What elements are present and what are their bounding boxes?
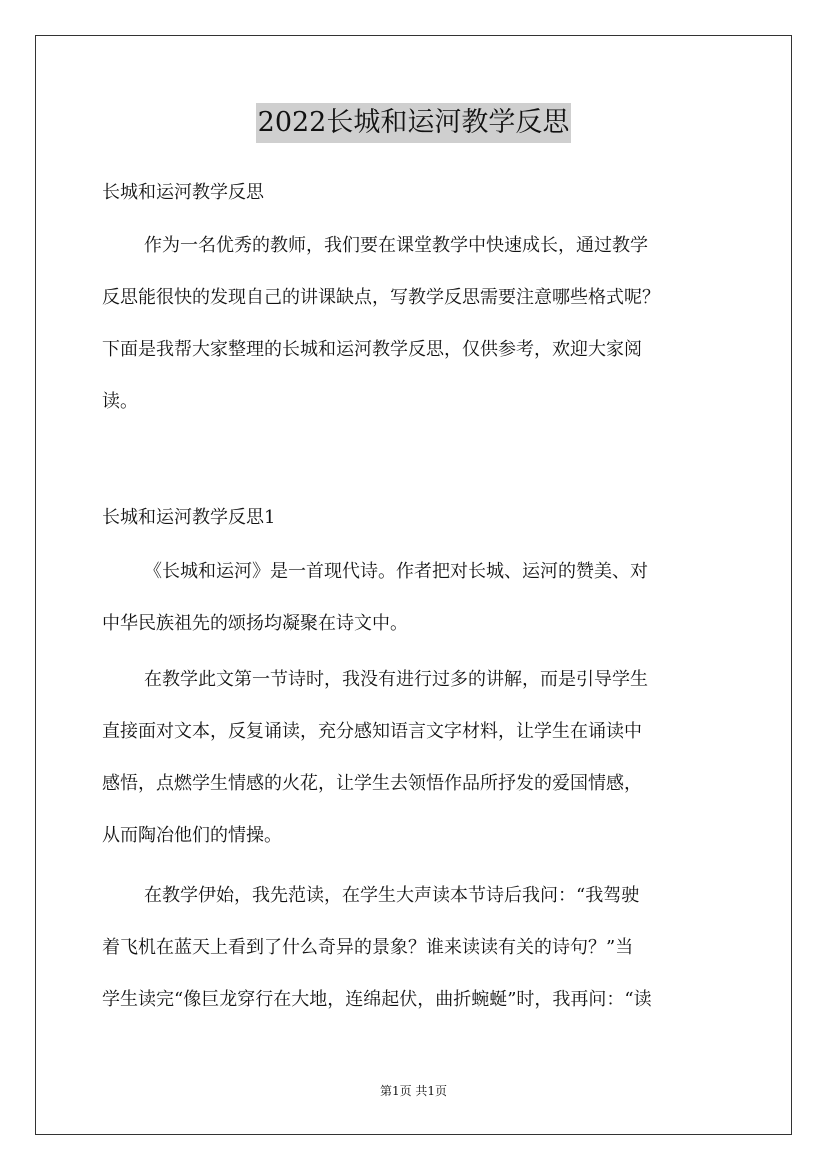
intro-paragraph xyxy=(102,220,730,428)
paragraph-2 xyxy=(102,654,730,862)
paragraph-line: 反思能很快的发现自己的讲课缺点，写教学反思需要注意哪些格式呢？ xyxy=(102,287,660,308)
document-subtitle: 长城和运河教学反思 xyxy=(102,182,264,203)
title-container xyxy=(0,103,827,143)
paragraph-1 xyxy=(102,546,730,650)
page-footer: 第1页 共1页 xyxy=(379,1084,448,1098)
paragraph-line: 直接面对文本，反复诵读，充分感知语言文字材料，让学生在诵读中 xyxy=(102,721,642,742)
paragraph-line: 作为一名优秀的教师，我们要在课堂教学中快速成长，通过教学 xyxy=(144,235,648,256)
paragraph-line: 着飞机在蓝天上看到了什么奇异的景象？谁来读读有关的诗句？”当 xyxy=(102,937,634,958)
paragraph-line: 从而陶冶他们的情操。 xyxy=(102,825,282,846)
section-heading-block xyxy=(102,503,730,533)
paragraph-3 xyxy=(102,870,730,1026)
section-heading: 长城和运河教学反思1 xyxy=(102,507,276,528)
document-title: 2022长城和运河教学反思 xyxy=(256,103,572,143)
paragraph-line: 学生读完“像巨龙穿行在大地，连绵起伏，曲折蜿蜒”时，我再问：“读 xyxy=(102,989,652,1010)
paragraph-line: 在教学此文第一节诗时，我没有进行过多的讲解，而是引导学生 xyxy=(144,669,648,690)
paragraph-line: 在教学伊始，我先范读，在学生大声读本节诗后我问：“我驾驶 xyxy=(144,885,640,906)
subtitle-block xyxy=(102,178,730,208)
paragraph-line: 《长城和运河》是一首现代诗。作者把对长城、运河的赞美、对 xyxy=(144,561,648,582)
paragraph-line: 感悟，点燃学生情感的火花，让学生去领悟作品所抒发的爱国情感， xyxy=(102,773,642,794)
paragraph-line: 读。 xyxy=(102,391,138,412)
paragraph-line: 中华民族祖先的颂扬均凝聚在诗文中。 xyxy=(102,613,408,634)
paragraph-line: 下面是我帮大家整理的长城和运河教学反思，仅供参考，欢迎大家阅 xyxy=(102,339,642,360)
